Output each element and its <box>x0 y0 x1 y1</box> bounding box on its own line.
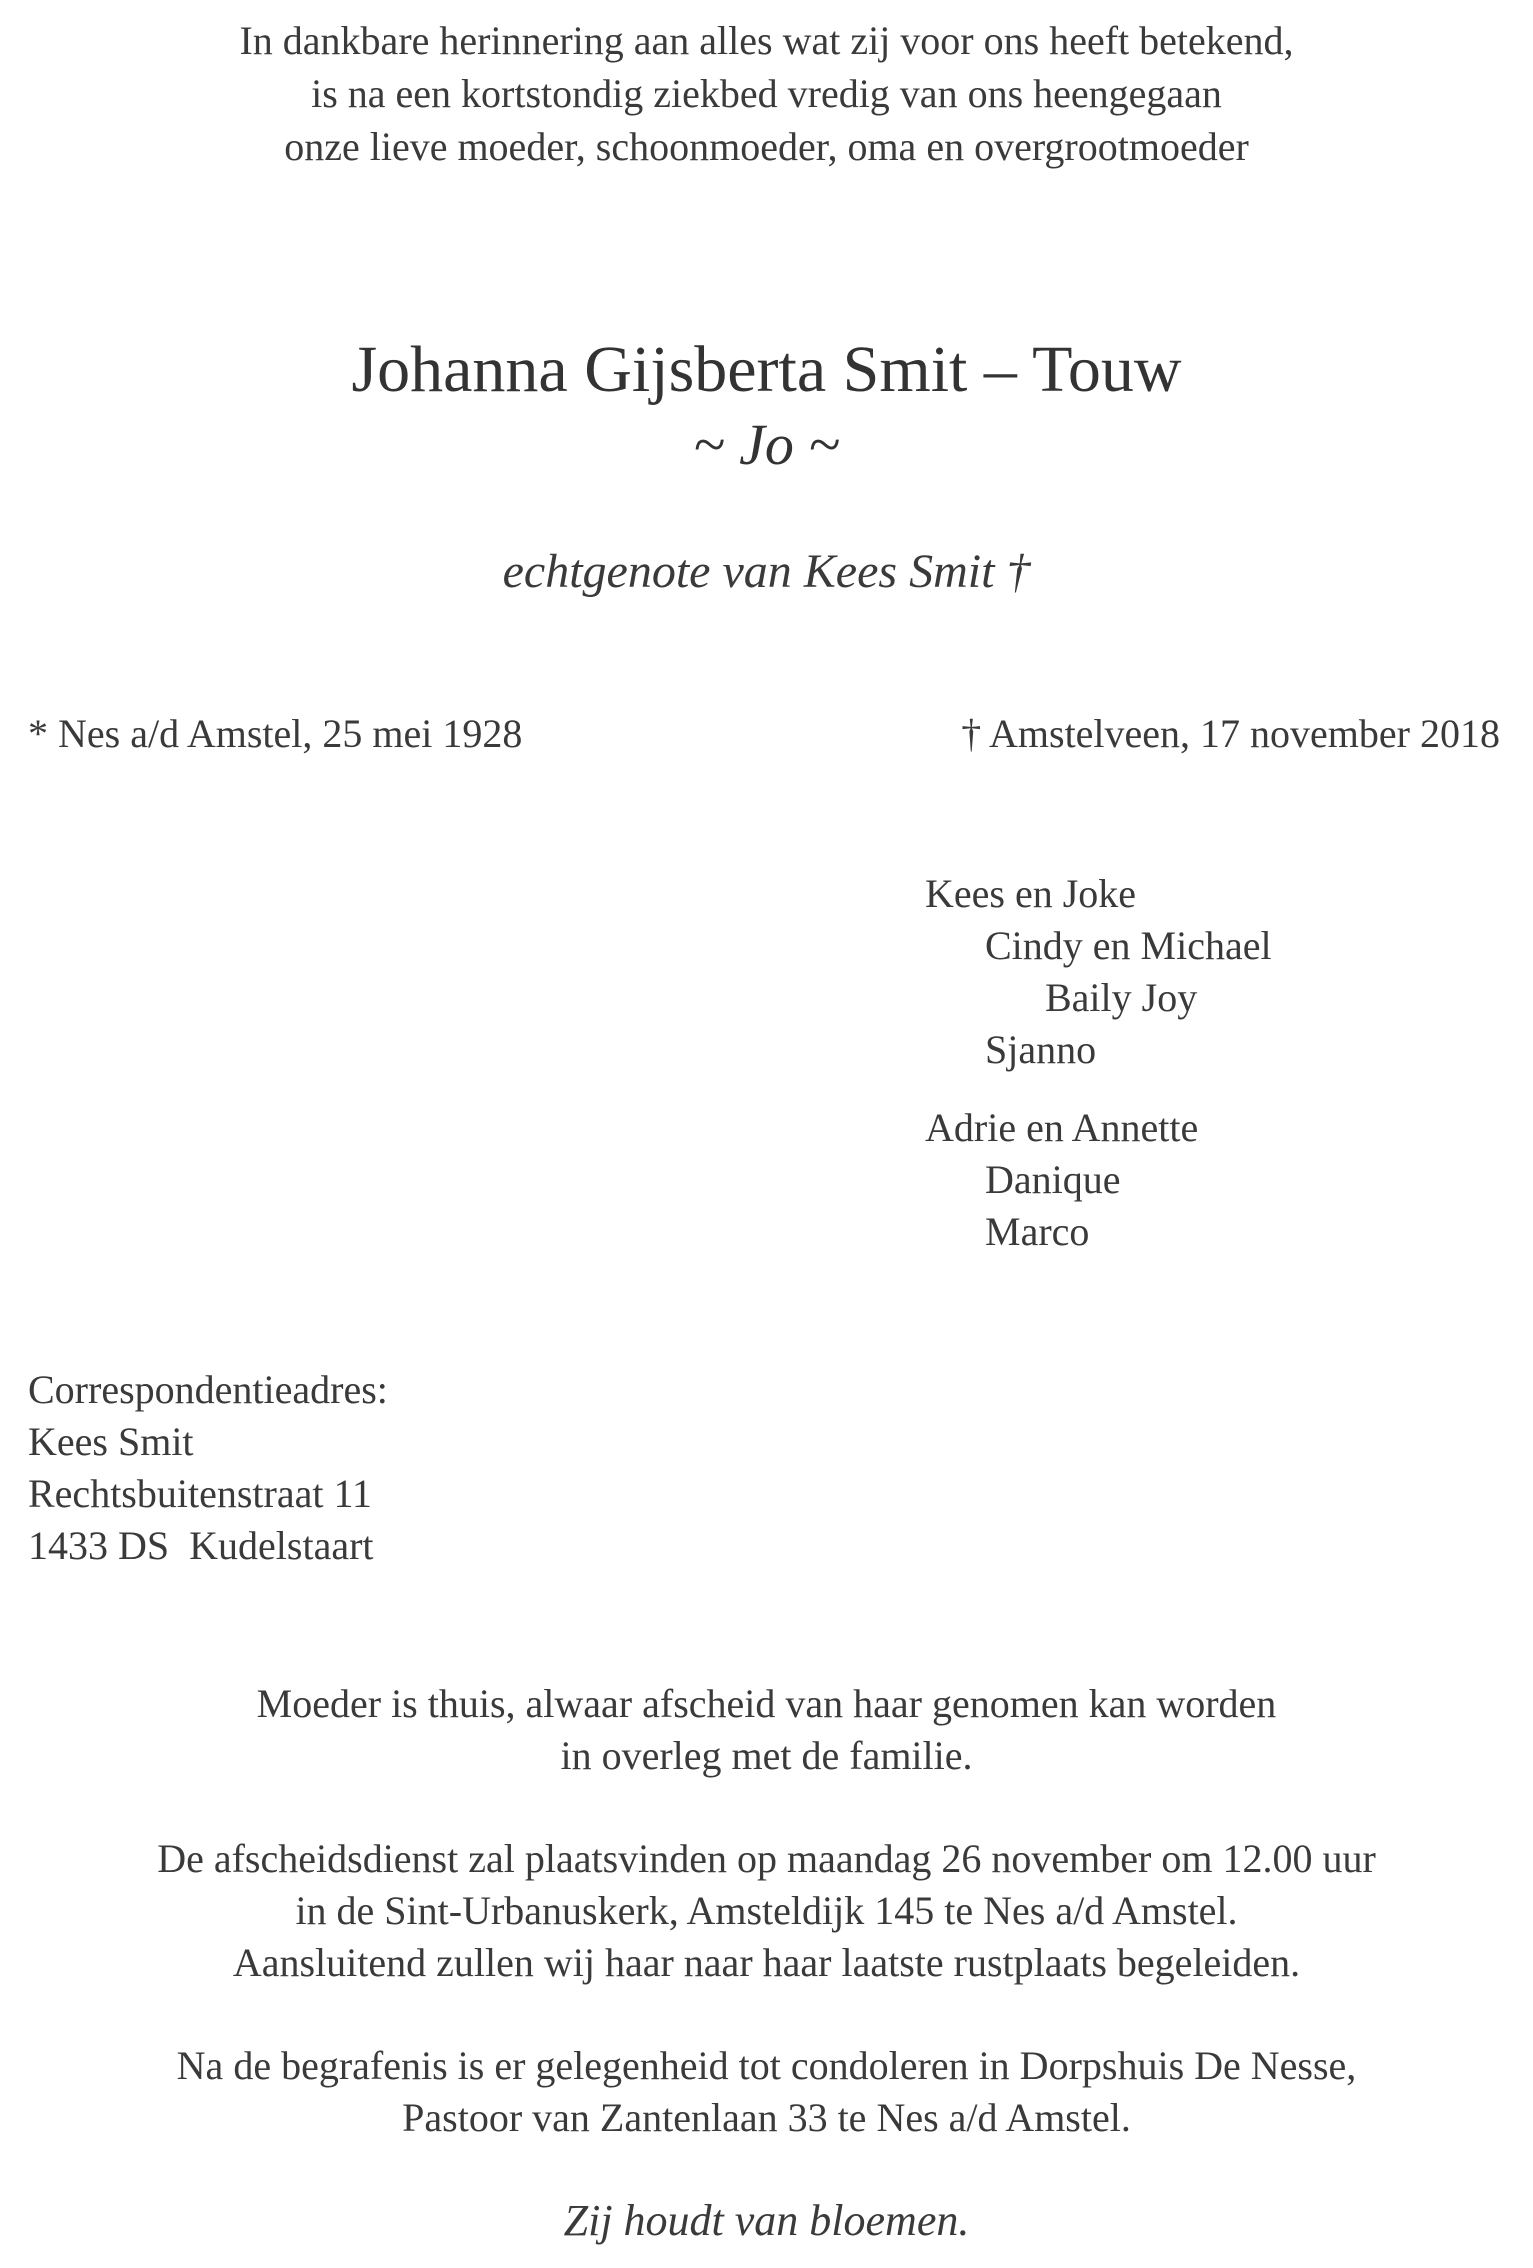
family-member: Kees en Joke <box>925 871 1137 916</box>
address-postal-city: 1433 DS Kudelstaart <box>28 1523 374 1568</box>
service-paragraph <box>0 1833 1533 1989</box>
death-date: † Amstelveen, 17 november 2018 <box>961 711 1500 756</box>
paragraph-line: in de Sint-Urbanuskerk, Amsteldijk 145 te Nes a/d Amstel. <box>295 1888 1238 1933</box>
family-member: Sjanno <box>985 1027 1097 1072</box>
family-group <box>925 868 1272 1076</box>
deceased-nickname: ~ Jo ~ <box>693 412 840 477</box>
paragraph-line: Aansluitend zullen wij haar naar haar laatste rustplaats begeleiden. <box>232 1940 1301 1985</box>
family-member: Danique <box>985 1157 1121 1202</box>
spouse-line: echtgenote van Kees Smit † <box>502 545 1031 598</box>
intro-line: is na een kortstondig ziekbed vredig van ons heengegaan <box>311 71 1222 116</box>
intro-line: onze lieve moeder, schoonmoeder, oma en overgrootmoeder <box>284 124 1249 169</box>
address-street: Rechtsbuitenstraat 11 <box>28 1471 372 1516</box>
correspondence-address <box>28 1364 388 1572</box>
paragraph-line: Na de begrafenis is er gelegenheid tot condoleren in Dorpshuis De Nesse, <box>176 2043 1357 2088</box>
address-label: Correspondentieadres: <box>28 1367 388 1412</box>
family-member: Adrie en Annette <box>925 1105 1199 1150</box>
intro-text <box>0 14 1533 173</box>
deceased-full-name: Johanna Gijsberta Smit – Touw <box>351 333 1182 406</box>
closing-note: Zij houdt van bloemen. <box>563 2196 970 2245</box>
family-member: Baily Joy <box>1045 975 1198 1020</box>
intro-line: In dankbare herinnering aan alles wat zij voor ons heeft betekend, <box>239 18 1294 63</box>
family-group <box>925 1102 1198 1258</box>
paragraph-line: De afscheidsdienst zal plaatsvinden op maandag 26 november om 12.00 uur <box>157 1836 1376 1881</box>
paragraph-line: Pastoor van Zantenlaan 33 te Nes a/d Amstel. <box>402 2095 1131 2140</box>
paragraph-line: Moeder is thuis, alwaar afscheid van haar genomen kan worden <box>256 1681 1277 1726</box>
address-name: Kees Smit <box>28 1419 194 1464</box>
birth-date: * Nes a/d Amstel, 25 mei 1928 <box>28 711 523 756</box>
family-member: Marco <box>985 1209 1090 1254</box>
family-member: Cindy en Michael <box>985 923 1272 968</box>
condolence-paragraph <box>0 2040 1533 2144</box>
visitation-paragraph <box>0 1678 1533 1782</box>
paragraph-line: in overleg met de familie. <box>560 1733 973 1778</box>
